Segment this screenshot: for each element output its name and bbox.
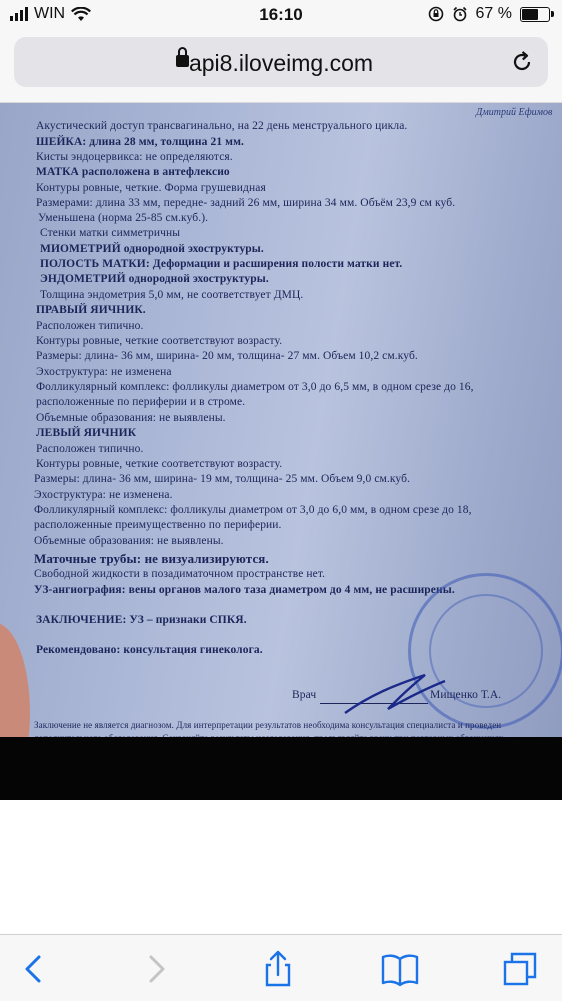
browser-toolbar [0,934,562,1001]
doc-line: Размеры: длина- 36 мм, ширина- 19 мм, толщина- 25 мм. Объем 9,0 см.куб. [34,473,411,485]
forward-icon[interactable] [136,949,176,989]
doc-line: Контуры ровные, четкие соответствуют возрасту. [36,458,283,470]
corner-signature: Дмитрий Ефимов [476,107,553,118]
black-band [0,737,562,800]
share-icon[interactable] [258,949,298,989]
doc-line: ЗАКЛЮЧЕНИЕ: УЗ – признаки СПКЯ. [36,614,247,626]
status-right [428,5,550,23]
doc-line: Контуры ровные, четкие. Форма грушевидная [36,182,266,194]
doc-line: Фолликулярный комплекс: фолликулы диаметром от 3,0 до 6,0 мм, в одном срезе до 18, [34,504,472,516]
doc-line: Фолликулярный комплекс: фолликулы диаметром от 3,0 до 6,5 мм, в одном срезе до 16, [36,381,474,393]
battery-icon [520,7,550,22]
doc-line: Акустический доступ трансвагинально, на 22 день менструального цикла. [36,120,408,132]
doc-line: Заключение не является диагнозом. Для интерпретации результатов необходима консультация специалиста и проведен [34,720,502,730]
doc-line: Эхоструктура: не изменена [36,366,172,378]
status-bar [0,0,562,30]
tabs-icon[interactable] [500,949,540,989]
doc-line: Расположен типично. [36,443,144,455]
doc-line: Свободной жидкости в позадиматочном пространстве нет. [34,568,326,580]
doc-line: Объемные образования: не выявлены. [36,412,226,424]
doc-line: ПРАВЫЙ ЯИЧНИК. [36,304,146,316]
doc-line: Эхоструктура: не изменена. [34,489,173,501]
doc-line: Расположен типично. [36,320,144,332]
browser-header [0,30,562,103]
battery-level [522,9,538,20]
alarm-icon [452,6,468,22]
doc-line: Кисты эндоцервикса: не определяются. [36,151,233,163]
doc-line: расположенные по периферии и в строме. [36,396,246,408]
doc-line: ПОЛОСТЬ МАТКИ: Деформации и расширения полости матки нет. [40,258,403,270]
doc-line: Рекомендовано: консультация гинеколога. [36,644,263,656]
document-photo [0,103,562,800]
doc-line: Уменьшена (норма 25-85 см.куб.). [38,212,209,224]
clock: 16:10 [259,5,303,24]
doc-line: Стенки матки симметричны [40,227,181,239]
back-icon[interactable] [14,949,54,989]
doc-line: Врач [292,689,317,701]
orientation-lock-icon [428,6,444,22]
doc-line: Размерами: длина 33 мм, передне- задний 26 мм, ширина 34 мм. Объём 23,9 см куб. [36,197,456,209]
doc-line: ЛЕВЫЙ ЯИЧНИК [36,427,137,439]
bookmarks-icon[interactable] [380,949,420,989]
battery-percent: 67 % [475,5,512,22]
url-text: api8.iloveimg.com [188,50,374,76]
reload-icon[interactable] [510,50,534,74]
address-bar[interactable] [14,37,548,87]
doc-line: Толщина эндометрия 5,0 мм, не соответствует ДМЦ. [40,289,304,301]
doc-line: МАТКА расположена в антефлексио [36,166,230,178]
doc-line: Маточные трубы: не визуализируются. [34,551,269,566]
doc-line: ЭНДОМЕТРИЙ однородной эхоструктуры. [40,273,269,285]
doc-line: Контуры ровные, четкие соответствуют возрасту. [36,335,283,347]
doc-line: МИОМЕТРИЙ однородной эхоструктуры. [40,243,264,255]
doc-line: Мищенко Т.А. [430,689,502,701]
doc-line: Размеры: длина- 36 мм, ширина- 20 мм, толщина- 27 мм. Объем 10,2 см.куб. [36,350,418,362]
doc-line: УЗ-ангиография: вены органов малого таза диаметром до 4 мм, не расширены. [34,584,455,596]
doc-line: расположенные преимущественно по периферии. [34,519,282,531]
doc-line: Объемные образования: не выявлены. [34,535,224,547]
carrier-name: WIN [34,5,66,22]
doc-line: ШЕЙКА: длина 28 мм, толщина 21 мм. [36,136,244,148]
